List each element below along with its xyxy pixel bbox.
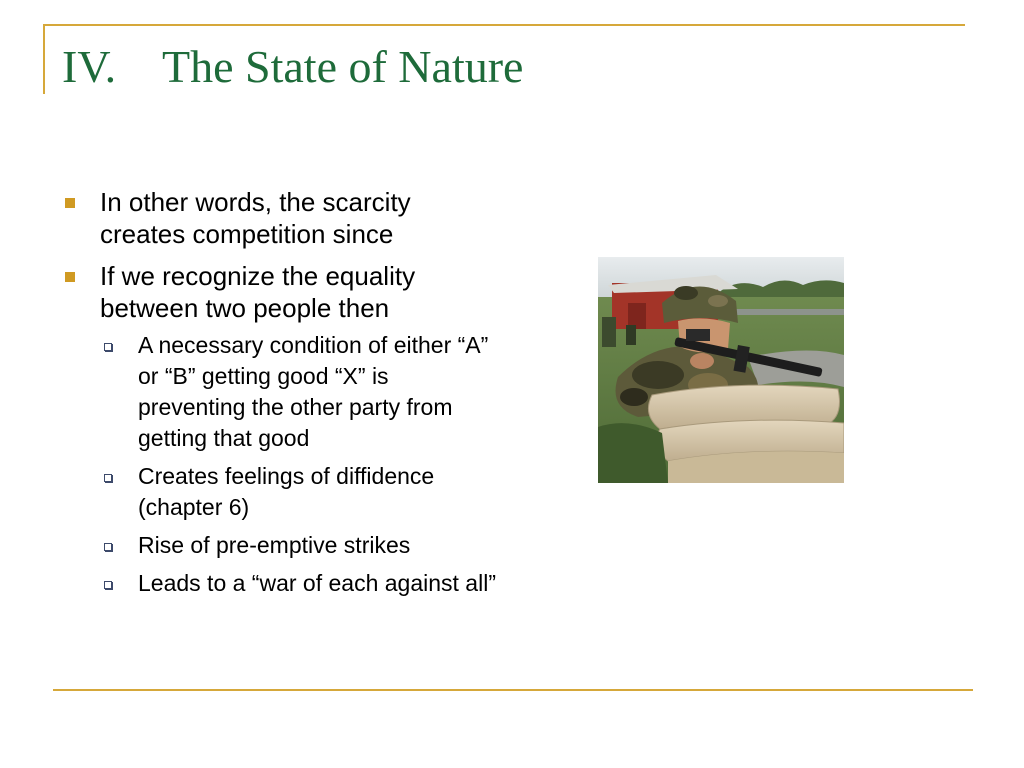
sub-bullet-item [100, 530, 502, 561]
hollow-square-bullet-icon [104, 581, 112, 589]
soldier-photo [598, 257, 844, 483]
sub-bullet-item [100, 461, 502, 523]
bullet-text: If we recognize the equality between two people then [100, 261, 416, 323]
title-number: IV. [62, 41, 117, 92]
sub-bullet-text: Creates feelings of diffidence (chapter 6) [138, 463, 435, 520]
hollow-square-bullet-icon [104, 343, 112, 351]
bullet-list [62, 186, 502, 609]
sub-bullet-text: A necessary condition of either “A” or “B” getting good “X” is preventing the other party from getting that good [138, 332, 489, 451]
bullet-item [62, 186, 502, 250]
bullet-text: In other words, the scarcity creates competition since [100, 187, 411, 249]
soldier-aiming-rifle-photo-icon [598, 257, 844, 483]
square-bullet-icon [65, 272, 75, 282]
frame-bottom-line [53, 689, 973, 691]
slide-title [62, 41, 524, 92]
hollow-square-bullet-icon [104, 543, 112, 551]
sub-bullet-text: Rise of pre-emptive strikes [138, 532, 411, 558]
sub-bullet-list [100, 330, 502, 599]
bullet-item [62, 260, 502, 599]
title-text: The State of Nature [162, 41, 524, 92]
sub-bullet-text: Leads to a “war of each against all” [138, 570, 496, 596]
frame-top-line [43, 24, 965, 26]
hollow-square-bullet-icon [104, 474, 112, 482]
frame-left-line [43, 24, 45, 94]
sub-bullet-item [100, 568, 502, 599]
sub-bullet-item [100, 330, 502, 454]
square-bullet-icon [65, 198, 75, 208]
